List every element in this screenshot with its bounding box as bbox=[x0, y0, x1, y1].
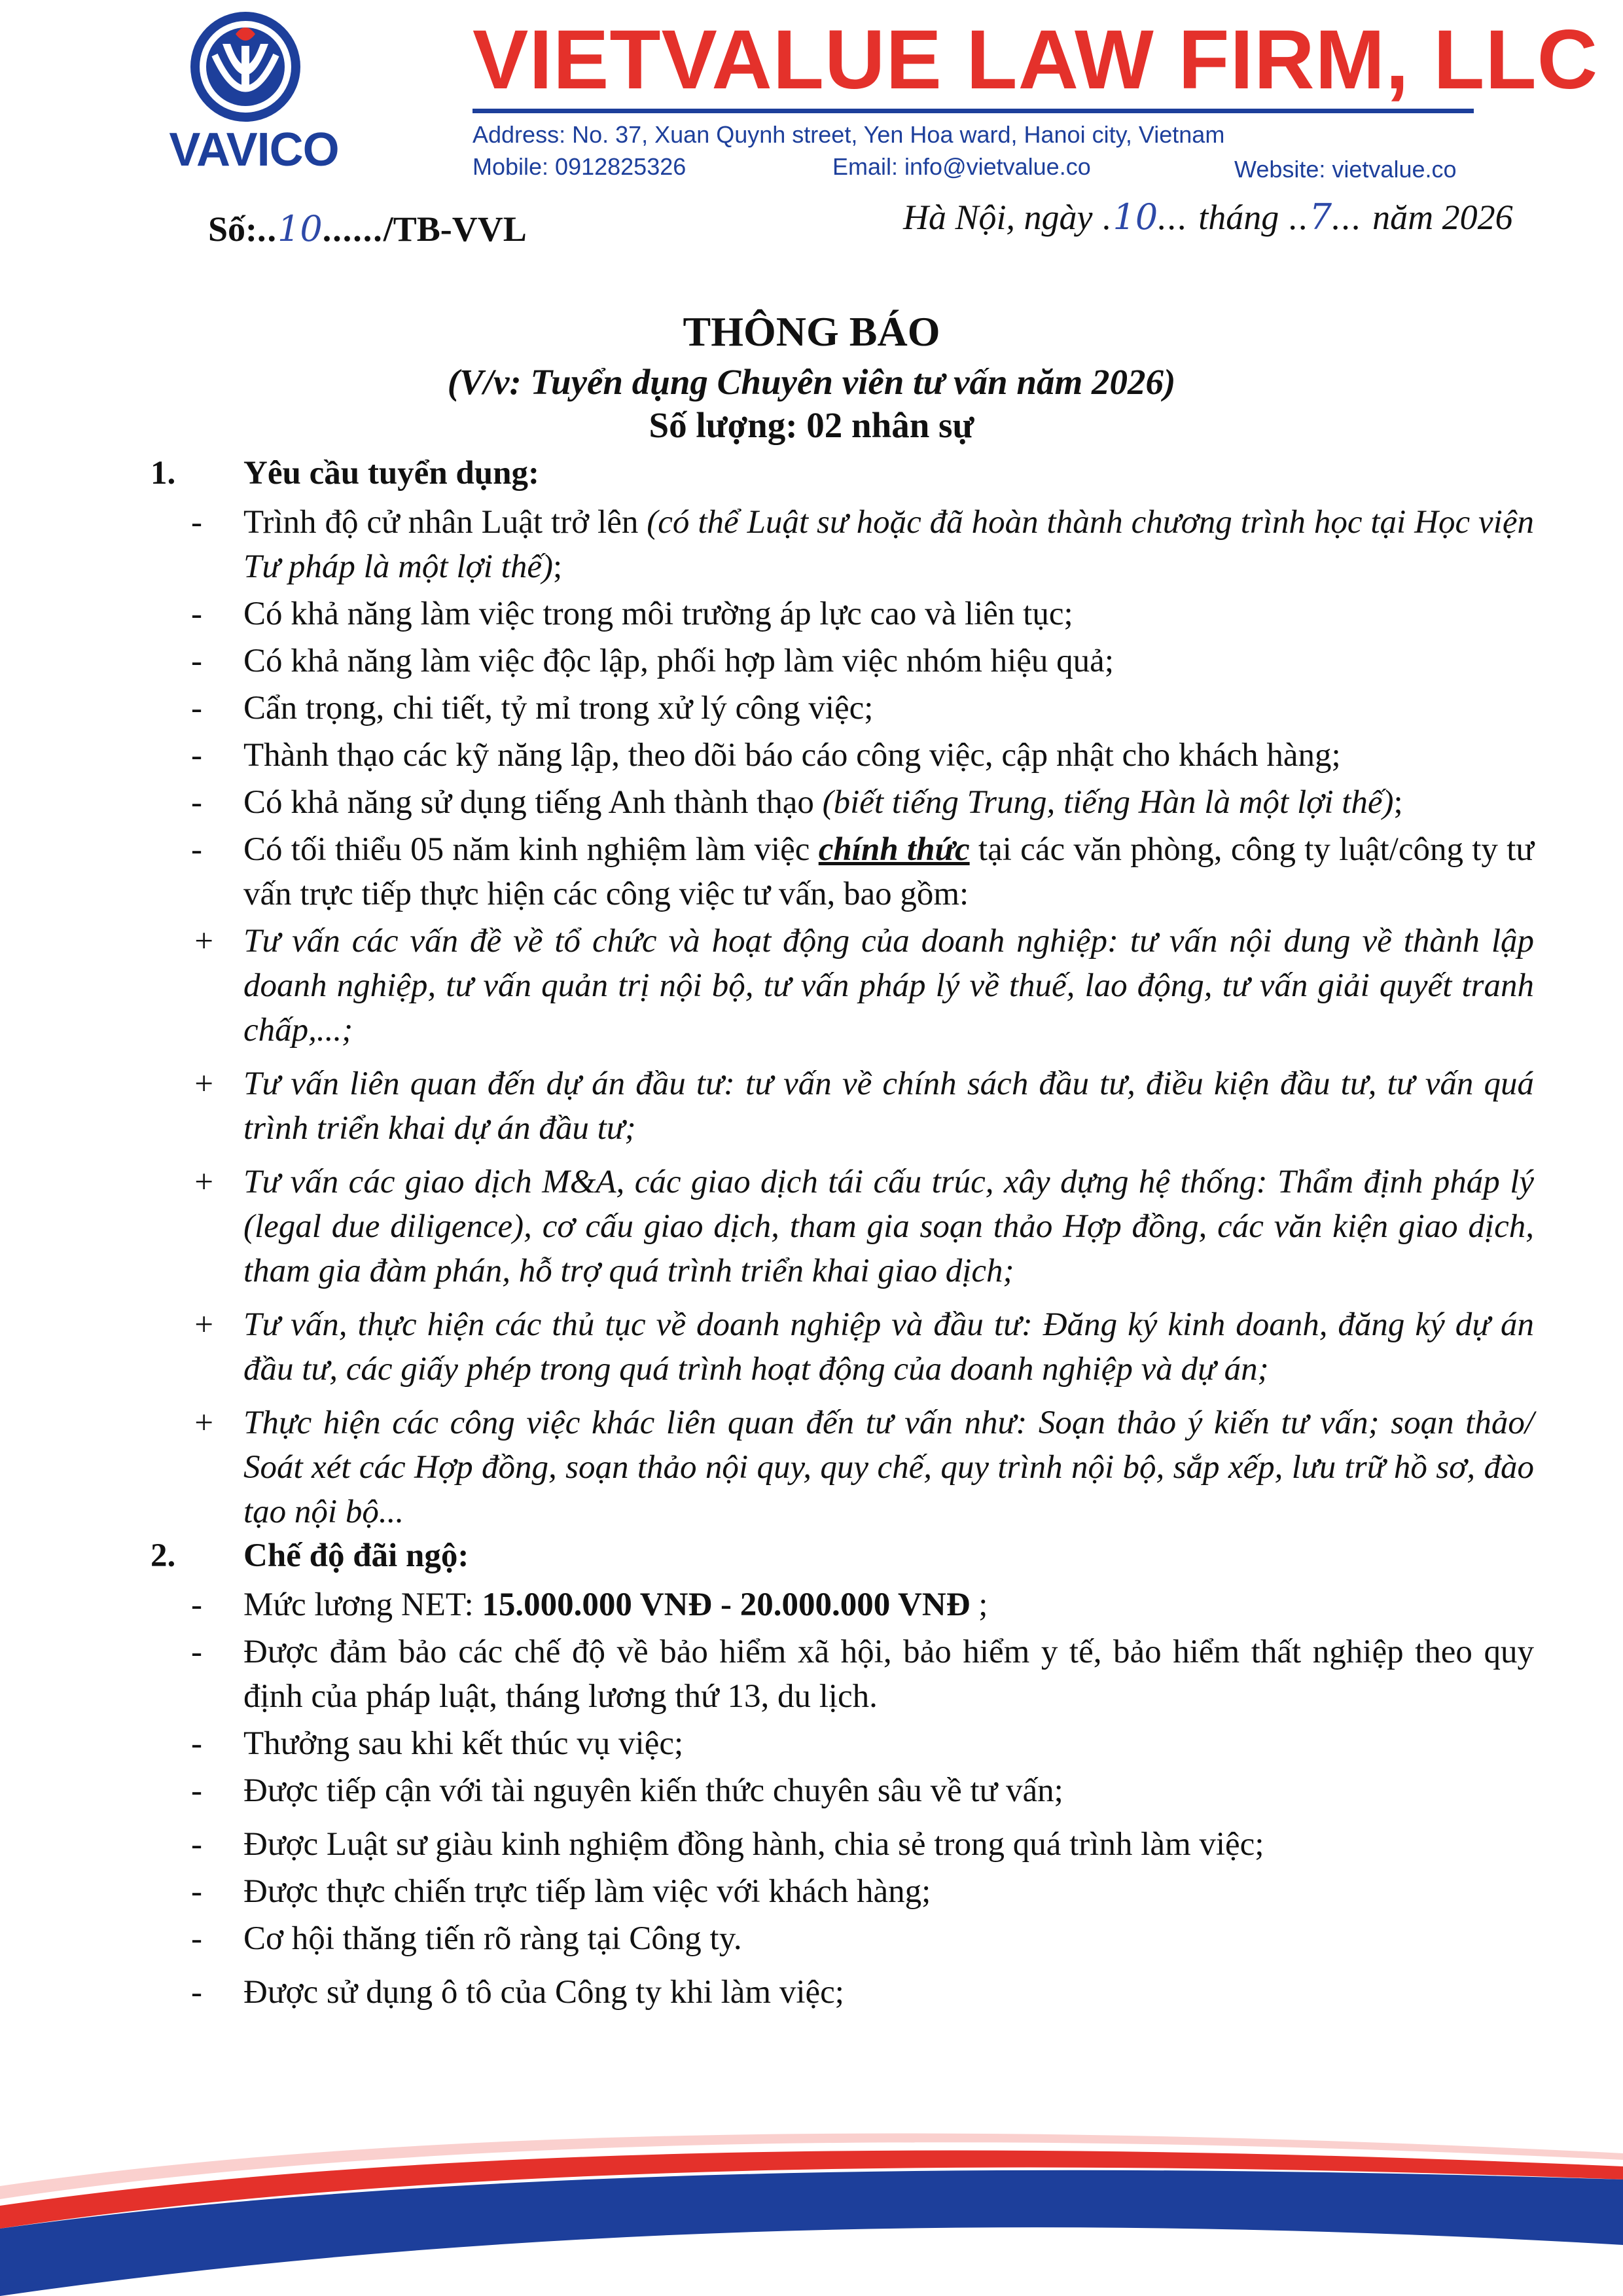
list-item bbox=[0, 686, 1623, 730]
item-text: Cẩn trọng, chi tiết, tỷ mỉ trong xử lý công việc; bbox=[243, 690, 874, 726]
item-text: Được tiếp cận với tài nguyên kiến thức chuyên sâu về tư vấn; bbox=[243, 1772, 1063, 1809]
item-end: tại các văn phòng, công ty luật/công ty tư vấn trực tiếp thực hiện các công việc tư vấn, bao gồm: bbox=[243, 831, 1535, 912]
dash-marker: - bbox=[191, 1587, 202, 1623]
plus-marker: + bbox=[192, 1164, 215, 1200]
plus-marker: + bbox=[192, 1306, 215, 1343]
plus-marker: + bbox=[192, 923, 215, 960]
notice-subject: (V/v: Tuyển dụng Chuyên viên tư vấn năm 2026) bbox=[447, 362, 1176, 402]
number-suffix: /TB-VVL bbox=[383, 209, 527, 249]
section-heading: Yêu cầu tuyển dụng: bbox=[243, 455, 540, 492]
dash-marker: - bbox=[191, 1974, 202, 2011]
section-requirements bbox=[0, 454, 1623, 500]
section-benefits bbox=[0, 1537, 1623, 1583]
section-number: 1. bbox=[151, 455, 176, 492]
notice-body bbox=[0, 454, 1623, 2015]
section-number: 2. bbox=[151, 1537, 176, 1574]
list-item bbox=[0, 827, 1623, 916]
sub-item-text: Thực hiện các công việc khác liên quan đến tư vấn như: Soạn thảo ý kiến tư vấn; soạn thảo/ Soát xét các Hợp đồng, soạn thảo nội quy, quy chế, quy trình nội bộ, sắp xếp, lưu trữ hồ sơ, đào tạo nội bộ... bbox=[243, 1405, 1534, 1530]
logo-text: VAVICO bbox=[169, 124, 339, 176]
list-item bbox=[0, 1869, 1623, 1914]
firm-mobile: Mobile: 0912825326 bbox=[473, 153, 687, 180]
item-text: Được Luật sư giàu kinh nghiệm đồng hành, chia sẻ trong quá trình làm việc; bbox=[243, 1826, 1264, 1863]
dash-marker: - bbox=[191, 1920, 202, 1957]
dash-marker: - bbox=[191, 1725, 202, 1762]
document-number: Số:..10....../TB-VVL bbox=[208, 208, 527, 249]
sub-item-text: Tư vấn các vấn đề về tổ chức và hoạt động của doanh nghiệp: tư vấn nội dung về thành lập doanh nghiệp, tư vấn quản trị nội bộ, tư vấn pháp lý về thuế, lao động, tư vấn giải quyết tranh chấp,...; bbox=[243, 923, 1534, 1049]
number-label: Số: bbox=[208, 209, 258, 249]
header-divider bbox=[473, 109, 1474, 113]
dash-marker: - bbox=[191, 504, 202, 541]
dash-marker: - bbox=[191, 1772, 202, 1809]
list-item bbox=[0, 1630, 1623, 1719]
firm-address: Address: No. 37, Xuan Quynh street, Yen Hoa ward, Hanoi city, Vietnam bbox=[473, 121, 1225, 148]
item-emphasis: chính thức bbox=[818, 831, 970, 868]
dash-marker: - bbox=[191, 737, 202, 774]
list-item bbox=[0, 500, 1623, 589]
sub-list-item bbox=[0, 1401, 1623, 1534]
list-item bbox=[0, 592, 1623, 636]
sub-list-item bbox=[0, 1062, 1623, 1151]
plus-marker: + bbox=[192, 1405, 215, 1441]
section-heading: Chế độ đãi ngộ: bbox=[243, 1537, 469, 1574]
sub-item-text: Tư vấn các giao dịch M&A, các giao dịch tái cấu trúc, xây dựng hệ thống: Thẩm định pháp lý (legal due diligence), cơ cấu giao dịch, tham gia soạn thảo Hợp đồng, các văn kiện giao dịch, tham gia đàm phán, hỗ trợ quá trình triển khai giao dịch; bbox=[243, 1164, 1534, 1289]
handwritten-month: 7 bbox=[1309, 196, 1332, 238]
dash-marker: - bbox=[191, 831, 202, 868]
item-italic-note: (có thể Luật sư hoặc đã hoàn thành chương trình học tại Học viện Tư pháp là một lợi thế) bbox=[243, 504, 1534, 585]
sub-list-item bbox=[0, 919, 1623, 1052]
item-end: ; bbox=[970, 1587, 988, 1623]
list-item bbox=[0, 1916, 1623, 1961]
dash-marker: - bbox=[191, 1634, 202, 1670]
item-text: Cơ hội thăng tiến rõ ràng tại Công ty. bbox=[243, 1920, 742, 1957]
firm-name: VIETVALUE LAW FIRM, LLC bbox=[473, 13, 1599, 107]
sub-item-text: Tư vấn liên quan đến dự án đầu tư: tư vấn về chính sách đầu tư, điều kiện đầu tư, tư vấn quá trình triển khai dự án đầu tư; bbox=[243, 1066, 1534, 1147]
handwritten-day: 10 bbox=[1113, 196, 1158, 238]
notice-quantity: Số lượng: 02 nhân sự bbox=[649, 405, 974, 445]
list-item bbox=[0, 639, 1623, 683]
dash-marker: - bbox=[191, 596, 202, 632]
sub-item-text: Tư vấn, thực hiện các thủ tục về doanh nghiệp và đầu tư: Đăng ký kinh doanh, đăng ký dự án đầu tư, các giấy phép trong quá trình hoạt động của doanh nghiệp và dự án; bbox=[243, 1306, 1534, 1388]
list-item bbox=[0, 780, 1623, 825]
plus-marker: + bbox=[192, 1066, 215, 1102]
sub-list-item bbox=[0, 1302, 1623, 1391]
dash-marker: - bbox=[191, 1826, 202, 1863]
salary-value: 15.000.000 VNĐ - 20.000.000 VNĐ bbox=[482, 1587, 971, 1623]
list-item bbox=[0, 1822, 1623, 1867]
item-text: Được thực chiến trực tiếp làm việc với khách hàng; bbox=[243, 1873, 931, 1910]
dash-marker: - bbox=[191, 784, 202, 821]
list-item bbox=[0, 1583, 1623, 1627]
item-text: Được sử dụng ô tô của Công ty khi làm việc; bbox=[243, 1974, 844, 2011]
item-end: ; bbox=[552, 548, 563, 585]
item-end: ; bbox=[1393, 784, 1403, 821]
dash-marker: - bbox=[191, 690, 202, 726]
list-item bbox=[0, 1721, 1623, 1766]
firm-website: Website: vietvalue.co bbox=[1234, 156, 1457, 183]
list-item bbox=[0, 1970, 1623, 2015]
firm-email: Email: info@vietvalue.co bbox=[832, 153, 1091, 180]
list-item bbox=[0, 733, 1623, 778]
salary-label: Mức lương NET: bbox=[243, 1587, 482, 1623]
item-text: Thành thạo các kỹ năng lập, theo dõi báo cáo công việc, cập nhật cho khách hàng; bbox=[243, 737, 1341, 774]
document-date: Hà Nội, ngày .10... tháng ..7... năm 2026 bbox=[903, 196, 1513, 238]
item-text: Thưởng sau khi kết thúc vụ việc; bbox=[243, 1725, 684, 1762]
dash-marker: - bbox=[191, 643, 202, 679]
item-text: Có khả năng sử dụng tiếng Anh thành thạo bbox=[243, 784, 823, 821]
month-label: tháng bbox=[1198, 198, 1279, 237]
item-text: Có tối thiểu 05 năm kinh nghiệm làm việc bbox=[243, 831, 819, 868]
list-item bbox=[0, 1768, 1623, 1813]
notice-title: THÔNG BÁO bbox=[683, 308, 940, 355]
sub-list-item bbox=[0, 1160, 1623, 1293]
footer-swoosh-decoration bbox=[0, 2108, 1623, 2296]
date-prefix: Hà Nội, ngày bbox=[903, 198, 1093, 237]
dash-marker: - bbox=[191, 1873, 202, 1910]
year-text: năm 2026 bbox=[1372, 198, 1513, 237]
item-text: Được đảm bảo các chế độ về bảo hiểm xã hội, bảo hiểm y tế, bảo hiểm thất nghiệp theo quy định của pháp luật, tháng lương thứ 13, du lịch. bbox=[243, 1634, 1534, 1715]
item-text: Có khả năng làm việc độc lập, phối hợp làm việc nhóm hiệu quả; bbox=[243, 643, 1114, 679]
handwritten-number: 10 bbox=[277, 208, 323, 249]
item-text: Có khả năng làm việc trong môi trường áp lực cao và liên tục; bbox=[243, 596, 1073, 632]
item-italic-note: (biết tiếng Trung, tiếng Hàn là một lợi thế) bbox=[822, 784, 1394, 821]
item-text: Trình độ cử nhân Luật trở lên bbox=[243, 504, 647, 541]
